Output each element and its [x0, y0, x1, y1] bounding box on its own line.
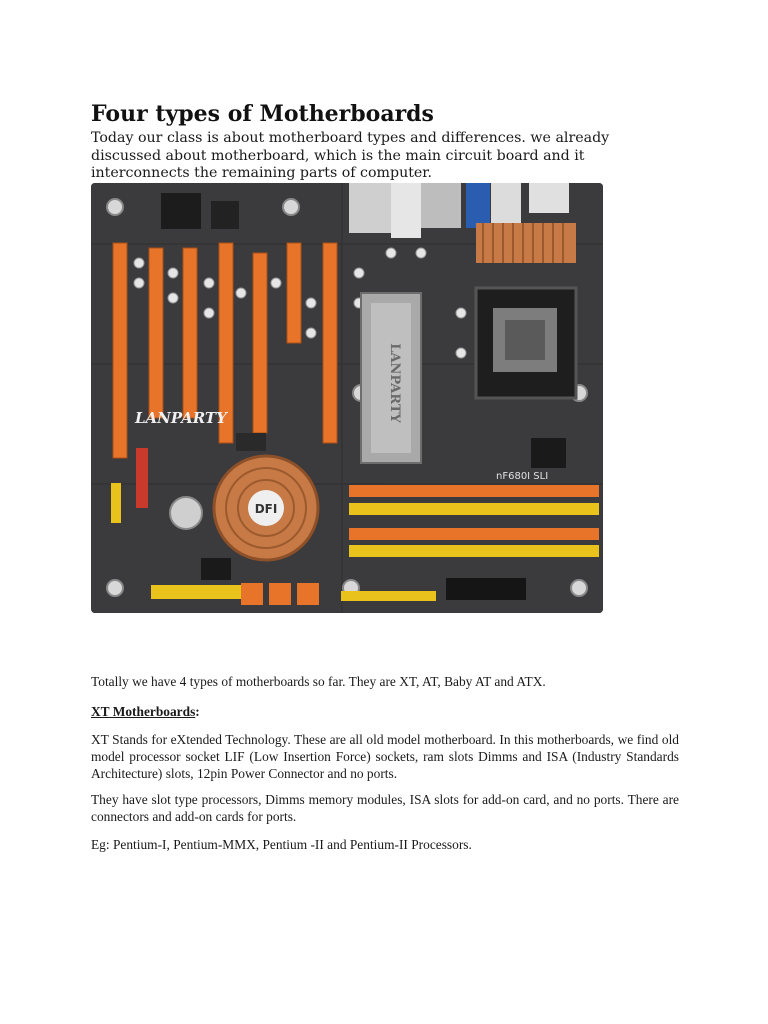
- io-chip: [211, 201, 239, 229]
- cmos-battery: [170, 497, 202, 529]
- xt-heading-text: XT Motherboards: [91, 704, 196, 719]
- heatsink-top: [476, 223, 576, 263]
- types-paragraph: Totally we have 4 types of motherboards so far. They are XT, AT, Baby AT and ATX.: [91, 674, 546, 689]
- page-title: Four types of Motherboards: [91, 101, 434, 127]
- xt-heading: [91, 703, 679, 720]
- motherboard-photo: [91, 183, 603, 613]
- chipset-heatsink: [361, 293, 421, 463]
- fan-logo: DFI: [254, 502, 278, 516]
- cpu-socket: [476, 288, 576, 398]
- xt-heading-colon: :: [195, 704, 200, 719]
- motherboard-illustration: [91, 183, 603, 613]
- audio-chip: [161, 193, 201, 229]
- xt-paragraph-2: They have slot type processors, Dimms memory modules, ISA slots for add-on card, and no ports. There are connectors and add-on cards for ports.: [91, 792, 679, 824]
- chipset-fan: [214, 456, 318, 560]
- xt-paragraph-1: XT Stands for eXtended Technology. These are all old model motherboard. In this motherboards, we find old model processor socket LIF (Low Insertion Force) sockets, ram slots Dimms and ISA (Industry Standards Architecture) slots, 12pin Power Connector and no ports.: [91, 732, 679, 781]
- xt-example: Eg: Pentium-I, Pentium-MMX, Pentium -II and Pentium-II Processors.: [91, 837, 472, 852]
- intro-paragraph: Today our class is about motherboard types and differences. we already discussed about motherboard, which is the main circuit board and it interconnects the remaining parts of computer.: [91, 130, 610, 181]
- chipset-label: nF680I SLI: [496, 471, 549, 482]
- heatsink-logo: LANPARTY: [387, 343, 402, 423]
- board-logo: LANPARTY: [135, 409, 227, 427]
